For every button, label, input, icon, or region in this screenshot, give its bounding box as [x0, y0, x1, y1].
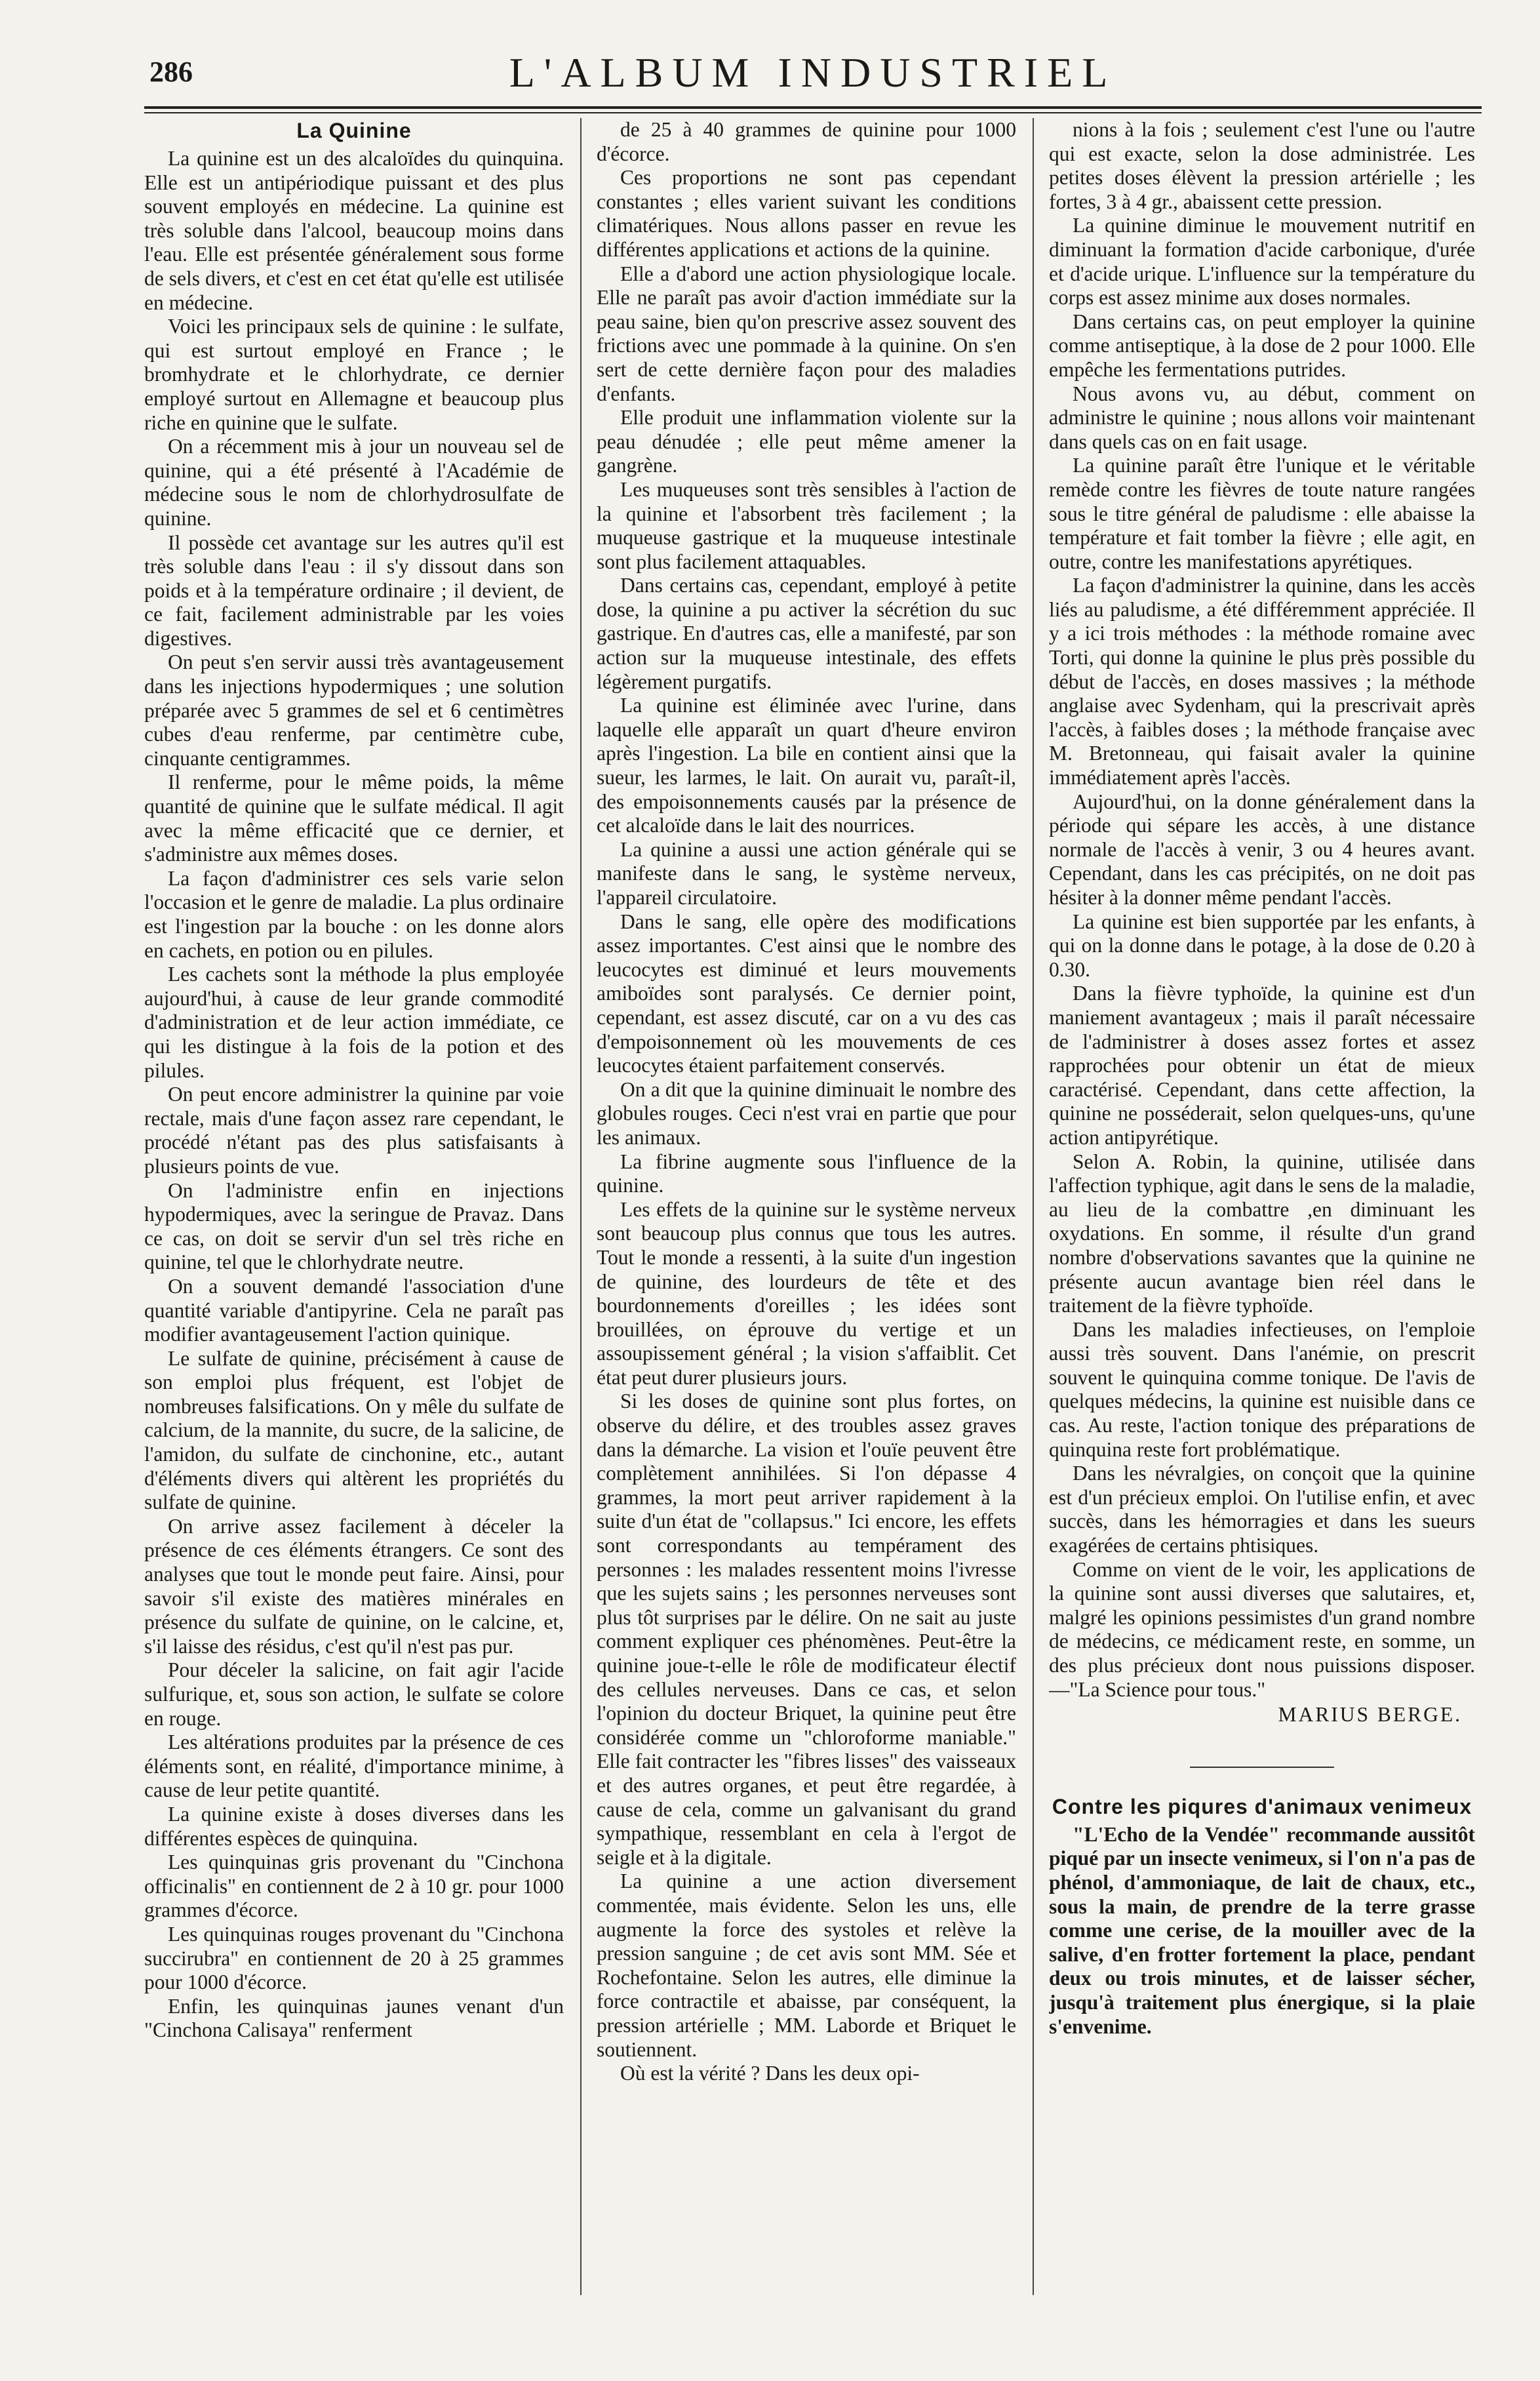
- paragraph: La quinine est un des alcaloïdes du quinquina. Elle est un antipériodique puissant et des plus souvent employés en médecine. La quinine est très soluble dans l'alcool, beaucoup moins dans l'eau. Elle est présentée généralement sous forme de sels divers, et c'est en cet état qu'elle est utilisée en médecine.: [144, 147, 564, 314]
- text-columns: [144, 118, 1482, 2302]
- paragraph: Elle a d'abord une action physiologique locale. Elle ne paraît pas avoir d'action immédiate sur la peau saine, bien qu'on prescrive assez souvent des frictions avec une pommade à la quinine. On s'en sert de cette dernière façon pour des maladies d'enfants.: [597, 262, 1016, 405]
- paragraph: Dans les névralgies, on conçoit que la quinine est d'un précieux emploi. On l'utilise enfin, et avec succès, dans les hémorragies et dans les sueurs exagérées de certains phtisiques.: [1049, 1462, 1475, 1557]
- paragraph: Dans la fièvre typhoïde, la quinine est d'un maniement avantageux ; mais il paraît nécessaire de l'administrer à doses assez fortes et assez rapprochées pour obtenir un état de mieux caractérisé. Cependant, dans cette affection, la quinine ne posséderait, selon quelques-uns, qu'une action antipyrétique.: [1049, 982, 1475, 1149]
- paragraph: Les muqueuses sont très sensibles à l'action de la quinine et l'absorbent très facilement ; la muqueuse gastrique et la muqueuse intestinale sont plus facilement attaquables.: [597, 477, 1016, 573]
- page-number: 286: [149, 56, 193, 88]
- paragraph: La façon d'administrer la quinine, dans les accès liés au paludisme, a été différemment appréciée. Il y a ici trois méthodes : la méthode romaine avec Torti, qui donne la quinine le plus près possible du début de l'accès, en doses massives ; la méthode anglaise avec Sydenham, qui la prescrivait après l'accès, à faibles doses ; la méthode française avec M. Bretonneau, qui faisait avaler la quinine immédiatement après l'accès.: [1049, 574, 1475, 790]
- paragraph: La quinine diminue le mouvement nutritif en diminuant la formation d'acide carbonique, d'urée et d'acide urique. L'influence sur la température du corps est assez minime aux doses normales.: [1049, 214, 1475, 310]
- paragraph: On peut encore administrer la quinine par voie rectale, mais d'une façon assez rare cependant, le procédé n'étant pas des plus satisfaisants à plusieurs points de vue.: [144, 1083, 564, 1178]
- paragraph: Nous avons vu, au début, comment on administre le quinine ; nous allons voir maintenant dans quels cas on en fait usage.: [1049, 382, 1475, 453]
- paragraph: Les quinquinas gris provenant du "Cinchona officinalis" en contiennent de 2 à 10 gr. pour 1000 grammes d'écorce.: [144, 1851, 564, 1922]
- paragraph: La quinine est bien supportée par les enfants, à qui on la donne dans le potage, à la dose de 0.20 à 0.30.: [1049, 910, 1475, 981]
- paragraph: nions à la fois ; seulement c'est l'une ou l'autre qui est exacte, selon la dose administrée. Les petites doses élèvent la pression artérielle ; les fortes, 3 à 4 gr., abaissent cette pression.: [1049, 118, 1475, 213]
- paragraph: La façon d'administrer ces sels varie selon l'occasion et le genre de maladie. La plus ordinaire est l'ingestion par la bouche : on les donne alors en cachets, en potion ou en pilules.: [144, 866, 564, 962]
- page-header: [144, 46, 1482, 105]
- paragraph: La fibrine augmente sous l'influence de la quinine.: [597, 1150, 1016, 1197]
- column-3: [1049, 118, 1475, 2295]
- paragraph: Les altérations produites par la présence de ces éléments sont, en réalité, d'importance minime, à cause de leur petite quantité.: [144, 1731, 564, 1802]
- paragraph: Les cachets sont la méthode la plus employée aujourd'hui, à cause de leur grande commodité d'administration et de leur action immédiate, ce qui les distingue à la fois de la potion et des pilules.: [144, 963, 564, 1082]
- paragraph: Dans certains cas, cependant, employé à petite dose, la quinine a pu activer la sécrétion du suc gastrique. En d'autres cas, elle a manifesté, par son action sur la muqueuse intestinale, des effets légèrement purgatifs.: [597, 574, 1016, 693]
- author-signature: MARIUS BERGE.: [1278, 1703, 1462, 1727]
- column-divider: [580, 118, 582, 2295]
- paragraph: Les quinquinas rouges provenant du "Cinchona succirubra" en contiennent de 20 à 25 grammes pour 1000 d'écorce.: [144, 1922, 564, 1994]
- paragraph: Enfin, les quinquinas jaunes venant d'un "Cinchona Calisaya" renferment: [144, 1994, 564, 2042]
- paragraph: La quinine paraît être l'unique et le véritable remède contre les fièvres de toute nature rangées sous le titre général de paludisme : elle abaisse la température et fait tomber la fièvre ; elle agit, en outre, contre les manifestations apyrétiques.: [1049, 454, 1475, 573]
- column-2-body: [597, 118, 1016, 2086]
- journal-title: L'ALBUM INDUSTRIEL: [509, 49, 1117, 96]
- paragraph: Où est la vérité ? Dans les deux opi-: [620, 2062, 920, 2085]
- paragraph: de 25 à 40 grammes de quinine pour 1000 d'écorce.: [597, 118, 1016, 165]
- paragraph: Dans certains cas, on peut employer la quinine comme antiseptique, à la dose de 2 pour 1000. Elle empêche les fermentations putrides.: [1049, 310, 1475, 381]
- column-3-body: [1049, 118, 1475, 1702]
- paragraph: La quinine est éliminée avec l'urine, dans laquelle elle apparaît un quart d'heure environ après l'ingestion. La bile en contient ainsi que la sueur, les larmes, le lait. On aurait vu, paraît-il, des empoisonnements causés par la présence de cet alcaloïde dans le lait des nourrices.: [597, 694, 1016, 837]
- column-2: [597, 118, 1016, 2295]
- paragraph: On peut s'en servir aussi très avantageusement dans les injections hypodermiques ; une solution préparée avec 5 grammes de sel et 6 centimètres cubes d'eau renferme, par centimètre cube, cinquante centigrammes.: [144, 650, 564, 770]
- paragraph: Dans le sang, elle opère des modifications assez importantes. C'est ainsi que le nombre des leucocytes est diminué et leurs mouvements amiboïdes sont paralysés. Ce dernier point, cependant, est assez discuté, car on a vu des cas d'empoisonnement où les mouvements de ces leucocytes étaient parfaitement conservés.: [597, 910, 1016, 1077]
- paragraph: Aujourd'hui, on la donne généralement dans la période qui sépare les accès, à une distance normale de l'accès à venir, 3 ou 4 heures avant. Cependant, dans les cas précipités, on ne doit pas hésiter à la donner même pendant l'accès.: [1049, 790, 1475, 909]
- paragraph: Il renferme, pour le même poids, la même quantité de quinine que le sulfate médical. Il agit avec la même efficacité que ce dernier, et s'administre aux mêmes doses.: [144, 770, 564, 866]
- paragraph: Selon A. Robin, la quinine, utilisée dans l'affection typhique, agit dans le sens de la maladie, au lieu de la combattre ,en diminuant les oxydations. En somme, il résulte d'un grand nombre d'observations savantes que la quinine ne présente aucun avantage bien réel dans le traitement de la fièvre typhoïde.: [1049, 1150, 1475, 1317]
- paragraph: Dans les maladies infectieuses, on l'emploie aussi très souvent. Dans l'anémie, on prescrit souvent le quinquina comme tonique. De l'avis de quelques médecins, la quinine est nuisible dans ce cas. Au reste, l'action tonique des préparations de quinquina reste fort problématique.: [1049, 1317, 1475, 1461]
- paragraph: Si les doses de quinine sont plus fortes, on observe du délire, et des troubles assez graves dans la démarche. La vision et l'ouïe peuvent être complètement annihilées. Si l'on dépasse 4 grammes, la mort peut arriver rapidement à la suite d'un état de "collapsus." Ici encore, les effets sont correspondants au tempérament des personnes : les malades ressentent moins l'ivresse que les sujets sains ; les personnes nerveuses sont plus tôt surprises par le délire. On ne sait au juste comment expliquer ces phénomènes. Peut-être la quinine joue-t-elle le rôle de modificateur électif des cellules nerveuses. Dans ce cas, et selon l'opinion du docteur Briquet, la quinine peut être considérée comme un "chloroforme maniable." Elle fait contracter les "fibres lisses" des vaisseaux et des autres organes, et peut être regardée, à cause de cela, comme un galvanisant du grand sympathique, ressemblant en cela à l'ergot de seigle et à la digitale.: [597, 1390, 1016, 1869]
- paragraph: Elle produit une inflammation violente sur la peau dénudée ; elle peut même amener la gangrène.: [597, 406, 1016, 477]
- paragraph: On a dit que la quinine diminuait le nombre des globules rouges. Ceci n'est vrai en partie que pour les animaux.: [597, 1077, 1016, 1149]
- paragraph: Les effets de la quinine sur le système nerveux sont beaucoup plus connus que tous les autres. Tout le monde a ressenti, à la suite d'un ingestion de quinine, des lourdeurs de tête et des bourdonnements d'oreilles ; les idées sont brouillées, on éprouve du vertige et un assoupissement général ; la vision s'affaiblit. Cet état peut durer plusieurs jours.: [597, 1197, 1016, 1389]
- paragraph: Le sulfate de quinine, précisément à cause de son emploi plus fréquent, est l'objet de nombreuses falsifications. On y mêle du sulfate de calcium, de la mannite, du sucre, de la salicine, de l'amidon, du sulfate de cinchonine, etc., autant d'éléments divers qui altèrent les propriétés du sulfate de quinine.: [144, 1346, 564, 1514]
- column-1-body: [144, 147, 564, 2043]
- paragraph: Il possède cet avantage sur les autres qu'il est très soluble dans l'eau : il s'y dissout dans son poids et à la température ordinaire ; il devient, de ce fait, facilement administrable par les voies digestives.: [144, 530, 564, 650]
- section-divider: [1190, 1767, 1334, 1768]
- paragraph: La quinine a une action diversement commentée, mais évidente. Selon les uns, elle augmente la force des systoles et relève la pression sanguine ; de cet avis sont MM. Sée et Rochefontaine. Selon les autres, elle diminue la force contractile et abaisse, par conséquent, la pression artérielle ; MM. Laborde et Briquet le soutiennent.: [597, 1870, 1016, 2061]
- paragraph: Comme on vient de le voir, les applications de la quinine sont aussi diverses que salutaires, et, malgré les opinions pessimistes d'un grand nombre de médecins, ce médicament reste, en somme, un des plus précieux dont nous puissions disposer.—"La Science pour tous.": [1049, 1557, 1475, 1701]
- paragraph: Ces proportions ne sont pas cependant constantes ; elles varient suivant les conditions climatériques. Nous allons passer en revue les différentes applications et actions de la quinine.: [597, 166, 1016, 261]
- paragraph: On l'administre enfin en injections hypodermiques, avec la seringue de Pravaz. Dans ce cas, on doit se servir d'un sel très riche en quinine, tel que le chlorhydrate neutre.: [144, 1178, 564, 1274]
- paragraph: Voici les principaux sels de quinine : le sulfate, qui est surtout employé en France ; le bromhydrate et le chlorhydrate, ce dernier employé surtout en Allemagne et beaucoup plus riche en quinine que le sulfate.: [144, 315, 564, 434]
- paragraph: On a souvent demandé l'association d'une quantité variable d'antipyrine. Cela ne paraît pas modifier avantageusement l'action quinique.: [144, 1274, 564, 1346]
- second-article-body: "L'Echo de la Vendée" recommande aussitôt piqué par un insecte venimeux, si l'on n'a pas de phénol, d'ammoniaque, de lait de chaux, etc., sous la main, de prendre de la terre grasse comme une cerise, de la mouiller avec de la salive, d'en frotter fortement la place, pendant deux ou trois minutes, et de laisser sécher, jusqu'à traitement plus énergique, si la plaie s'envenime.: [1049, 1822, 1475, 2038]
- paragraph: La quinine existe à doses diverses dans les différentes espèces de quinquina.: [144, 1802, 564, 1850]
- column-1: [144, 118, 564, 2295]
- paragraph: On a récemment mis à jour un nouveau sel de quinine, qui a été présenté à l'Académie de médecine sous le nom de chlorhydrosulfate de quinine.: [144, 435, 564, 530]
- newspaper-page: [144, 46, 1482, 2085]
- paragraph: On arrive assez facilement à déceler la présence de ces éléments étrangers. Ce sont des analyses que tout le monde peut faire. Ainsi, pour savoir s'il existe des matières minérales en présence du sulfate de quinine, on le calcine, et, s'il laisse des résidus, c'est qu'il n'est pas pur.: [144, 1514, 564, 1658]
- paragraph: Pour déceler la salicine, on fait agir l'acide sulfurique, et, sous son action, le sulfate se colore en rouge.: [144, 1658, 564, 1730]
- paragraph: La quinine a aussi une action générale qui se manifeste dans le sang, le système nerveux, l'appareil circulatoire.: [597, 837, 1016, 909]
- article-title: La Quinine: [296, 119, 412, 142]
- column-divider: [1033, 118, 1034, 2295]
- header-rule: [144, 106, 1482, 113]
- second-article-title: Contre les piqures d'animaux venimeux: [1052, 1794, 1472, 1818]
